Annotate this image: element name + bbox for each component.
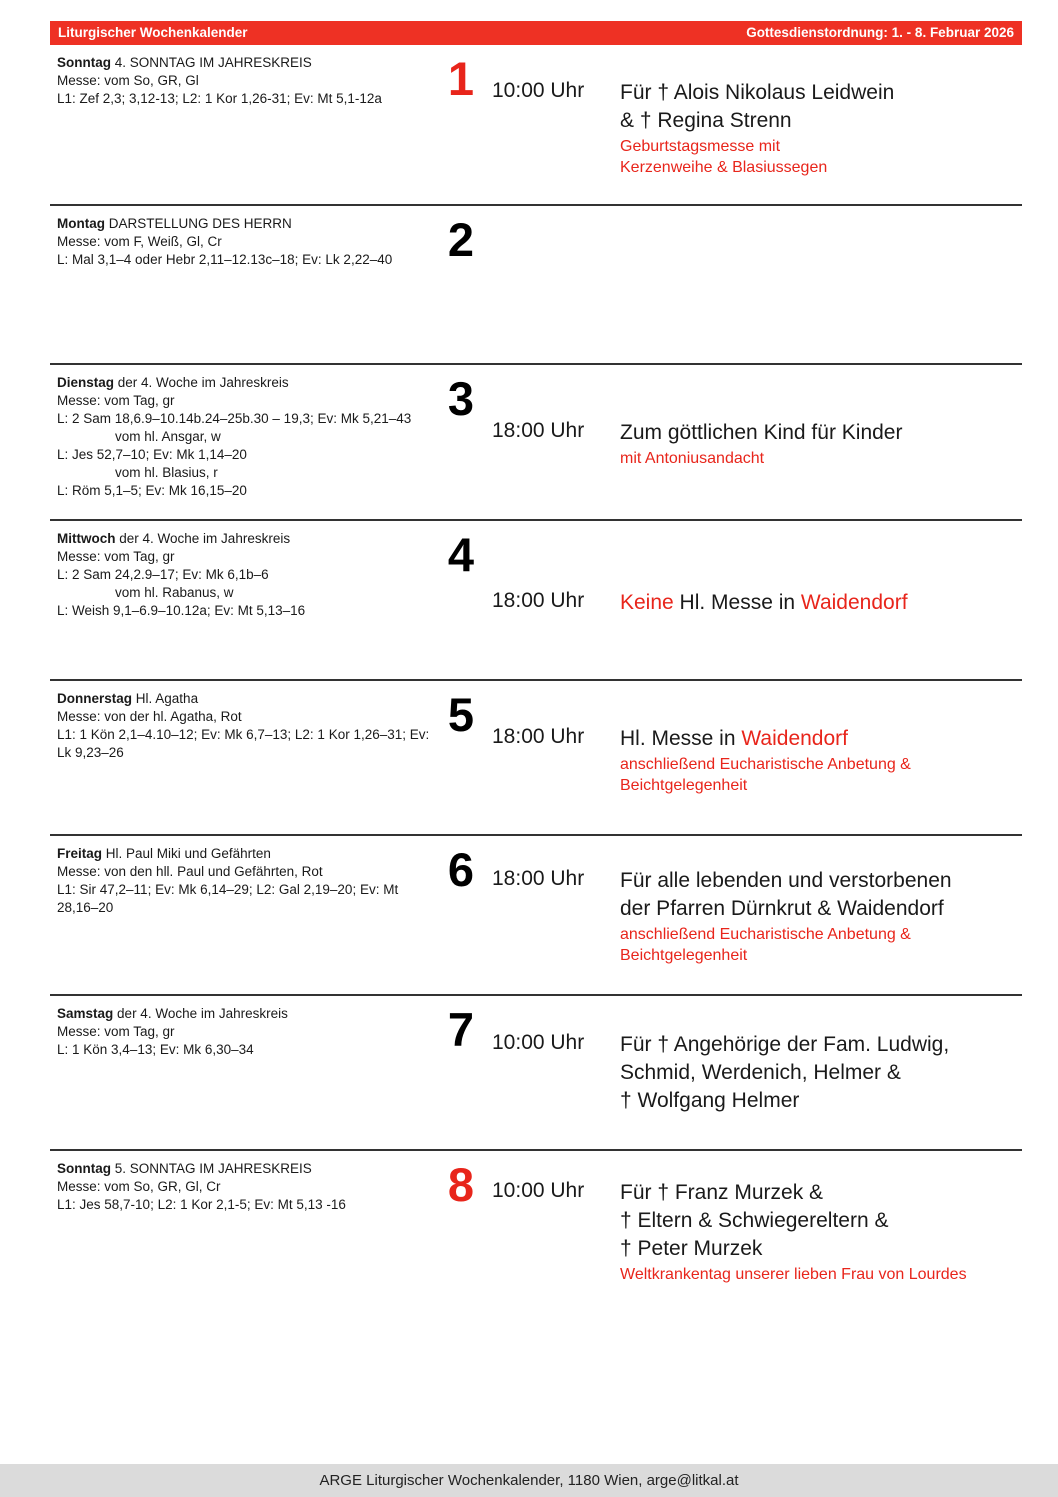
event-time: 18:00 Uhr [492,589,585,612]
event-time: 18:00 Uhr [492,419,585,442]
footer-bar [0,1464,1058,1497]
day-readings: Messe: vom F, Weiß, Gl, Cr L: Mal 3,1–4 oder Hebr 2,11–12.13c–18; Ev: Lk 2,22–40 [57,234,393,267]
day-readings: Messe: vom So, GR, Gl, Cr L1: Jes 58,7-10; L2: 1 Kor 2,1-5; Ev: Mt 5,13 -16 [57,1179,346,1212]
day-row-donnerstag [50,679,1022,834]
header-date-range: Gottesdienstordnung: 1. - 8. Februar 2026 [746,25,1014,40]
day-number: 2 [447,213,475,266]
day-number: 3 [447,372,475,425]
day-name: Freitag [57,846,103,861]
day-info [50,54,430,204]
day-row-mittwoch [50,519,1022,679]
intention-notes: Geburtstagsmesse mit Kerzenweihe & Blasiussegen [620,137,828,176]
day-readings: Messe: vom Tag, gr L: 2 Sam 18,6.9–10.14b.24–25b.30 – 19,3; Ev: Mk 5,21–43 vom hl. Ansgar, w L: Jes 52,7–10; Ev: Mk 1,14–20 vom hl. Blasius, r L: Röm 5,1–5; Ev: Mk 16,15–20 [57,393,412,498]
day-readings: Messe: vom So, GR, Gl L1: Zef 2,3; 3,12-13; L2: 1 Kor 1,26-31; Ev: Mt 5,1-12a [57,73,382,106]
event-time: 18:00 Uhr [492,867,585,890]
day-row-sonntag-8 [50,1149,1022,1369]
day-feast: 5. SONNTAG IM JAHRESKREIS [114,1161,312,1176]
event-intention [620,589,1022,679]
day-name: Sonntag [57,1161,111,1176]
event-time: 18:00 Uhr [492,725,585,748]
day-info [50,530,430,679]
intention-text: Hl. Messe in Waidendorf [620,727,848,750]
day-name: Mittwoch [57,531,116,546]
day-info [50,215,430,363]
day-title [57,215,430,233]
day-readings: Messe: von den hll. Paul und Gefährten, Rot L1: Sir 47,2–11; Ev: Mk 6,14–29; L2: Gal 2,19–20; Ev: Mt 28,16–20 [57,864,399,915]
event-intention [620,419,1022,519]
day-feast: der 4. Woche im Jahreskreis [117,375,289,390]
day-feast: 4. SONNTAG IM JAHRESKREIS [114,55,312,70]
day-title [57,690,430,708]
day-name: Samstag [57,1006,114,1021]
intention-notes: anschließend Eucharistische Anbetung & Beichtgelegenheit [620,925,911,964]
day-feast: der 4. Woche im Jahreskreis [119,531,291,546]
day-row-sonntag-1 [50,45,1022,204]
header-bar [50,21,1022,45]
event-time: 10:00 Uhr [492,1031,585,1054]
day-number: 7 [447,1003,475,1056]
day-number: 4 [447,528,475,581]
day-row-samstag [50,994,1022,1149]
intention-text: Für alle lebenden und verstorbenen der Pfarren Dürnkrut & Waidendorf [620,869,952,920]
day-title [57,530,430,548]
day-title [57,1160,430,1178]
day-info [50,1160,430,1369]
intention-text: Für † Angehörige der Fam. Ludwig, Schmid, Werdenich, Helmer & † Wolfgang Helmer [620,1033,950,1112]
day-readings: Messe: vom Tag, gr L: 1 Kön 3,4–13; Ev: Mk 6,30–34 [57,1024,254,1057]
day-readings: Messe: von der hl. Agatha, Rot L1: 1 Kön 2,1–4.10–12; Ev: Mk 6,7–13; L2: 1 Kor 1,26–31; Ev: Lk 9,23–26 [57,709,430,760]
intention-notes: anschließend Eucharistische Anbetung & Beichtgelegenheit [620,755,911,795]
intention-text: Keine Hl. Messe in Waidendorf [620,591,908,614]
event-intention [620,1031,1022,1149]
day-number: 8 [447,1158,475,1211]
event-time: 10:00 Uhr [492,79,585,102]
intention-notes: mit Antoniusandacht [620,449,765,467]
intention-notes: Weltkrankentag unserer lieben Frau von Lourdes [620,1265,967,1283]
day-info [50,374,430,519]
day-title [57,845,430,863]
intention-text: Zum göttlichen Kind für Kinder [620,421,903,444]
event-intention [620,215,1022,363]
day-feast: der 4. Woche im Jahreskreis [117,1006,288,1021]
event-time [492,215,620,363]
day-readings: Messe: vom Tag, gr L: 2 Sam 24,2.9–17; Ev: Mk 6,1b–6 vom hl. Rabanus, w L: Weish 9,1–6.9–10.12a; Ev: Mt 5,13–16 [57,549,306,618]
event-intention [620,1179,1022,1369]
day-title [57,374,430,392]
day-info [50,1005,430,1149]
day-name: Sonntag [57,55,111,70]
day-title [57,54,430,72]
event-intention [620,867,1022,994]
day-name: Donnerstag [57,691,133,706]
day-row-dienstag [50,363,1022,519]
day-feast: Hl. Agatha [135,691,199,706]
day-info [50,690,430,834]
event-intention [620,79,1022,204]
day-number: 6 [447,843,475,896]
day-number: 5 [447,688,475,741]
calendar-week [50,45,1022,1369]
day-row-freitag [50,834,1022,994]
event-intention [620,725,1022,834]
day-feast: Hl. Paul Miki und Gefährten [105,846,271,861]
header-title: Liturgischer Wochenkalender [58,25,248,40]
day-info [50,845,430,994]
day-number: 1 [447,52,475,105]
day-name: Dienstag [57,375,115,390]
event-time: 10:00 Uhr [492,1179,585,1202]
day-title [57,1005,430,1023]
footer-text: ARGE Liturgischer Wochenkalender, 1180 Wien, arge@litkal.at [319,1472,739,1489]
intention-text: Für † Alois Nikolaus Leidwein & † Regina Strenn [620,81,895,132]
day-row-montag [50,204,1022,363]
day-name: Montag [57,216,105,231]
intention-text: Für † Franz Murzek & † Eltern & Schwiegereltern & † Peter Murzek [620,1181,889,1260]
day-feast: DARSTELLUNG DES HERRN [108,216,292,231]
